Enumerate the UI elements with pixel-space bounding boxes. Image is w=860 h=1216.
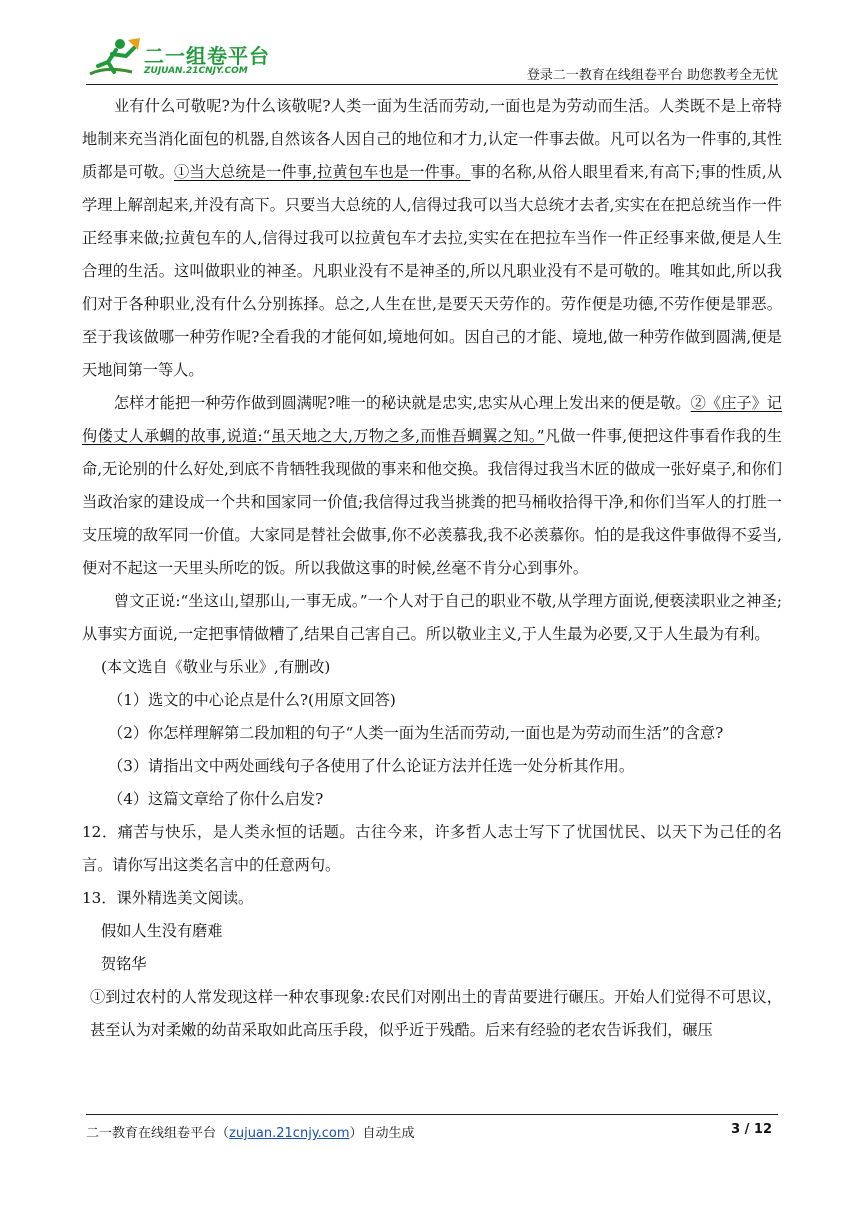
question-3: （3）请指出文中两处画线句子各使用了什么论证方法并任选一处分析其作用。 [108, 757, 635, 775]
page-number: 3 / 12 [731, 1122, 772, 1137]
footer-suffix: ）自动生成 [349, 1126, 415, 1141]
logo[interactable] [86, 34, 306, 82]
paragraph-3: 曾文正说:“坐这山,望那山,一事无成。”一个人对于自己的职业不敬,从学理方面说,便亵渎职业之神圣;从事实方面说,一定把事情做糟了,结果自己害自己。所以敬业主义,于人生最为必要,又于人生最为有利。 [82, 592, 782, 643]
article-paragraph-1: ①到过农村的人常发现这样一种农事现象:农民们对刚出土的青苗要进行碾压。开始人们觉得不可思议，甚至认为对柔嫩的幼苗采取如此高压手段，似乎近于残酷。后来有经验的老农告诉我们，碾压 [90, 988, 782, 1039]
footer-prefix: 二一教育在线组卷平台（ [86, 1126, 230, 1141]
source-note: (本文选自《敬业与乐业》,有删改) [101, 658, 331, 676]
article-author: 贺铭华 [101, 955, 147, 973]
question-4: （4）这篇文章给了你什么启发? [108, 790, 324, 808]
header-tagline: 登录二一教育在线组卷平台 助您教考全无忧 [526, 68, 778, 83]
paragraph-2-text-a: 怎样才能把一种劳作做到圆满呢?唯一的秘诀就是忠实,忠实从心理上发出来的便是敬。 [113, 394, 691, 412]
paragraph-2-text-b: 凡做一件事,便把这件事看作我的生命,无论别的什么好处,到底不肯牺牲我现做的事来和他交换。我信得过我当木匠的做成一张好桌子,和你们当政治家的建设成一个共和国家同一价值;我信得过我当挑粪的把马桶收拾得干净,和你们当军人的打胜一支压境的敌军同一价值。大家同是替社会做事,你不必羡慕我,我不必羡慕你。怕的是我这件事做得不妥当,便对不起这一天里头所吃的饭。所以我做这事的时候,丝毫不肯分心到事外。 [82, 427, 782, 577]
document-body [82, 90, 782, 1047]
footer-divider [86, 1114, 778, 1115]
question-2: （2）你怎样理解第二段加粗的句子“人类一面为生活而劳动,一面也是为劳动而生活”的含意? [108, 724, 724, 742]
paragraph-1 [82, 90, 782, 387]
item-12: 12．痛苦与快乐，是人类永恒的话题。古往今来，许多哲人志士写下了忧国忧民、以天下为己任的名言。请你写出这类名言中的任意两句。 [82, 823, 782, 874]
header-divider [86, 84, 778, 85]
page-footer [86, 1122, 778, 1142]
logo-text: 二一组卷平台 [144, 44, 270, 68]
logo-subtext: ZUJUAN.21CNJY.COM [144, 66, 248, 76]
underlined-sentence-1: ①当大总统是一件事,拉黄包车也是一件事。 [174, 163, 471, 181]
paragraph-1-text-a: 业有什么可敬呢?为什么该敬呢?人类一面为生活而劳动,一面也是为劳动而生活。人类既不是上帝特地制来充当消化面包的机器,自然该各人因自己的地位和才力,认定一件事去做。凡可以名为一件事的,其性质都是可敬。 [82, 97, 782, 181]
question-1: （1）选文的中心论点是什么?(用原文回答) [108, 691, 396, 709]
item-13: 13．课外精选美文阅读。 [82, 889, 254, 907]
footer-link[interactable]: zujuan.21cnjy.com [229, 1126, 350, 1141]
underlined-sentence-2: ②《庄子》记佝偻丈人承蜩的故事,说道:“虽天地之大,万物之多,而惟吾蜩翼之知。” [82, 394, 782, 445]
paragraph-2 [82, 387, 782, 585]
logo-runner-icon [86, 36, 144, 82]
article-title: 假如人生没有磨难 [101, 922, 223, 940]
paragraph-1-text-b: 事的名称,从俗人眼里看来,有高下;事的性质,从学理上解剖起来,并没有高下。只要当大总统的人,信得过我可以当大总统才去者,实实在在把总统当作一件正经事来做;拉黄包车的人,信得过我可以拉黄包车才去拉,实实在在把拉车当作一件正经事来做,便是人生合理的生活。这叫做职业的神圣。凡职业没有不是神圣的,所以凡职业没有不是可敬的。唯其如此,所以我们对于各种职业,没有什么分别拣择。总之,人生在世,是要天天劳作的。劳作便是功德,不劳作便是罪恶。至于我该做哪一种劳作呢?全看我的才能何如,境地何如。因自己的才能、境地,做一种劳作做到圆满,便是天地间第一等人。 [82, 163, 782, 379]
page-header [86, 34, 778, 82]
